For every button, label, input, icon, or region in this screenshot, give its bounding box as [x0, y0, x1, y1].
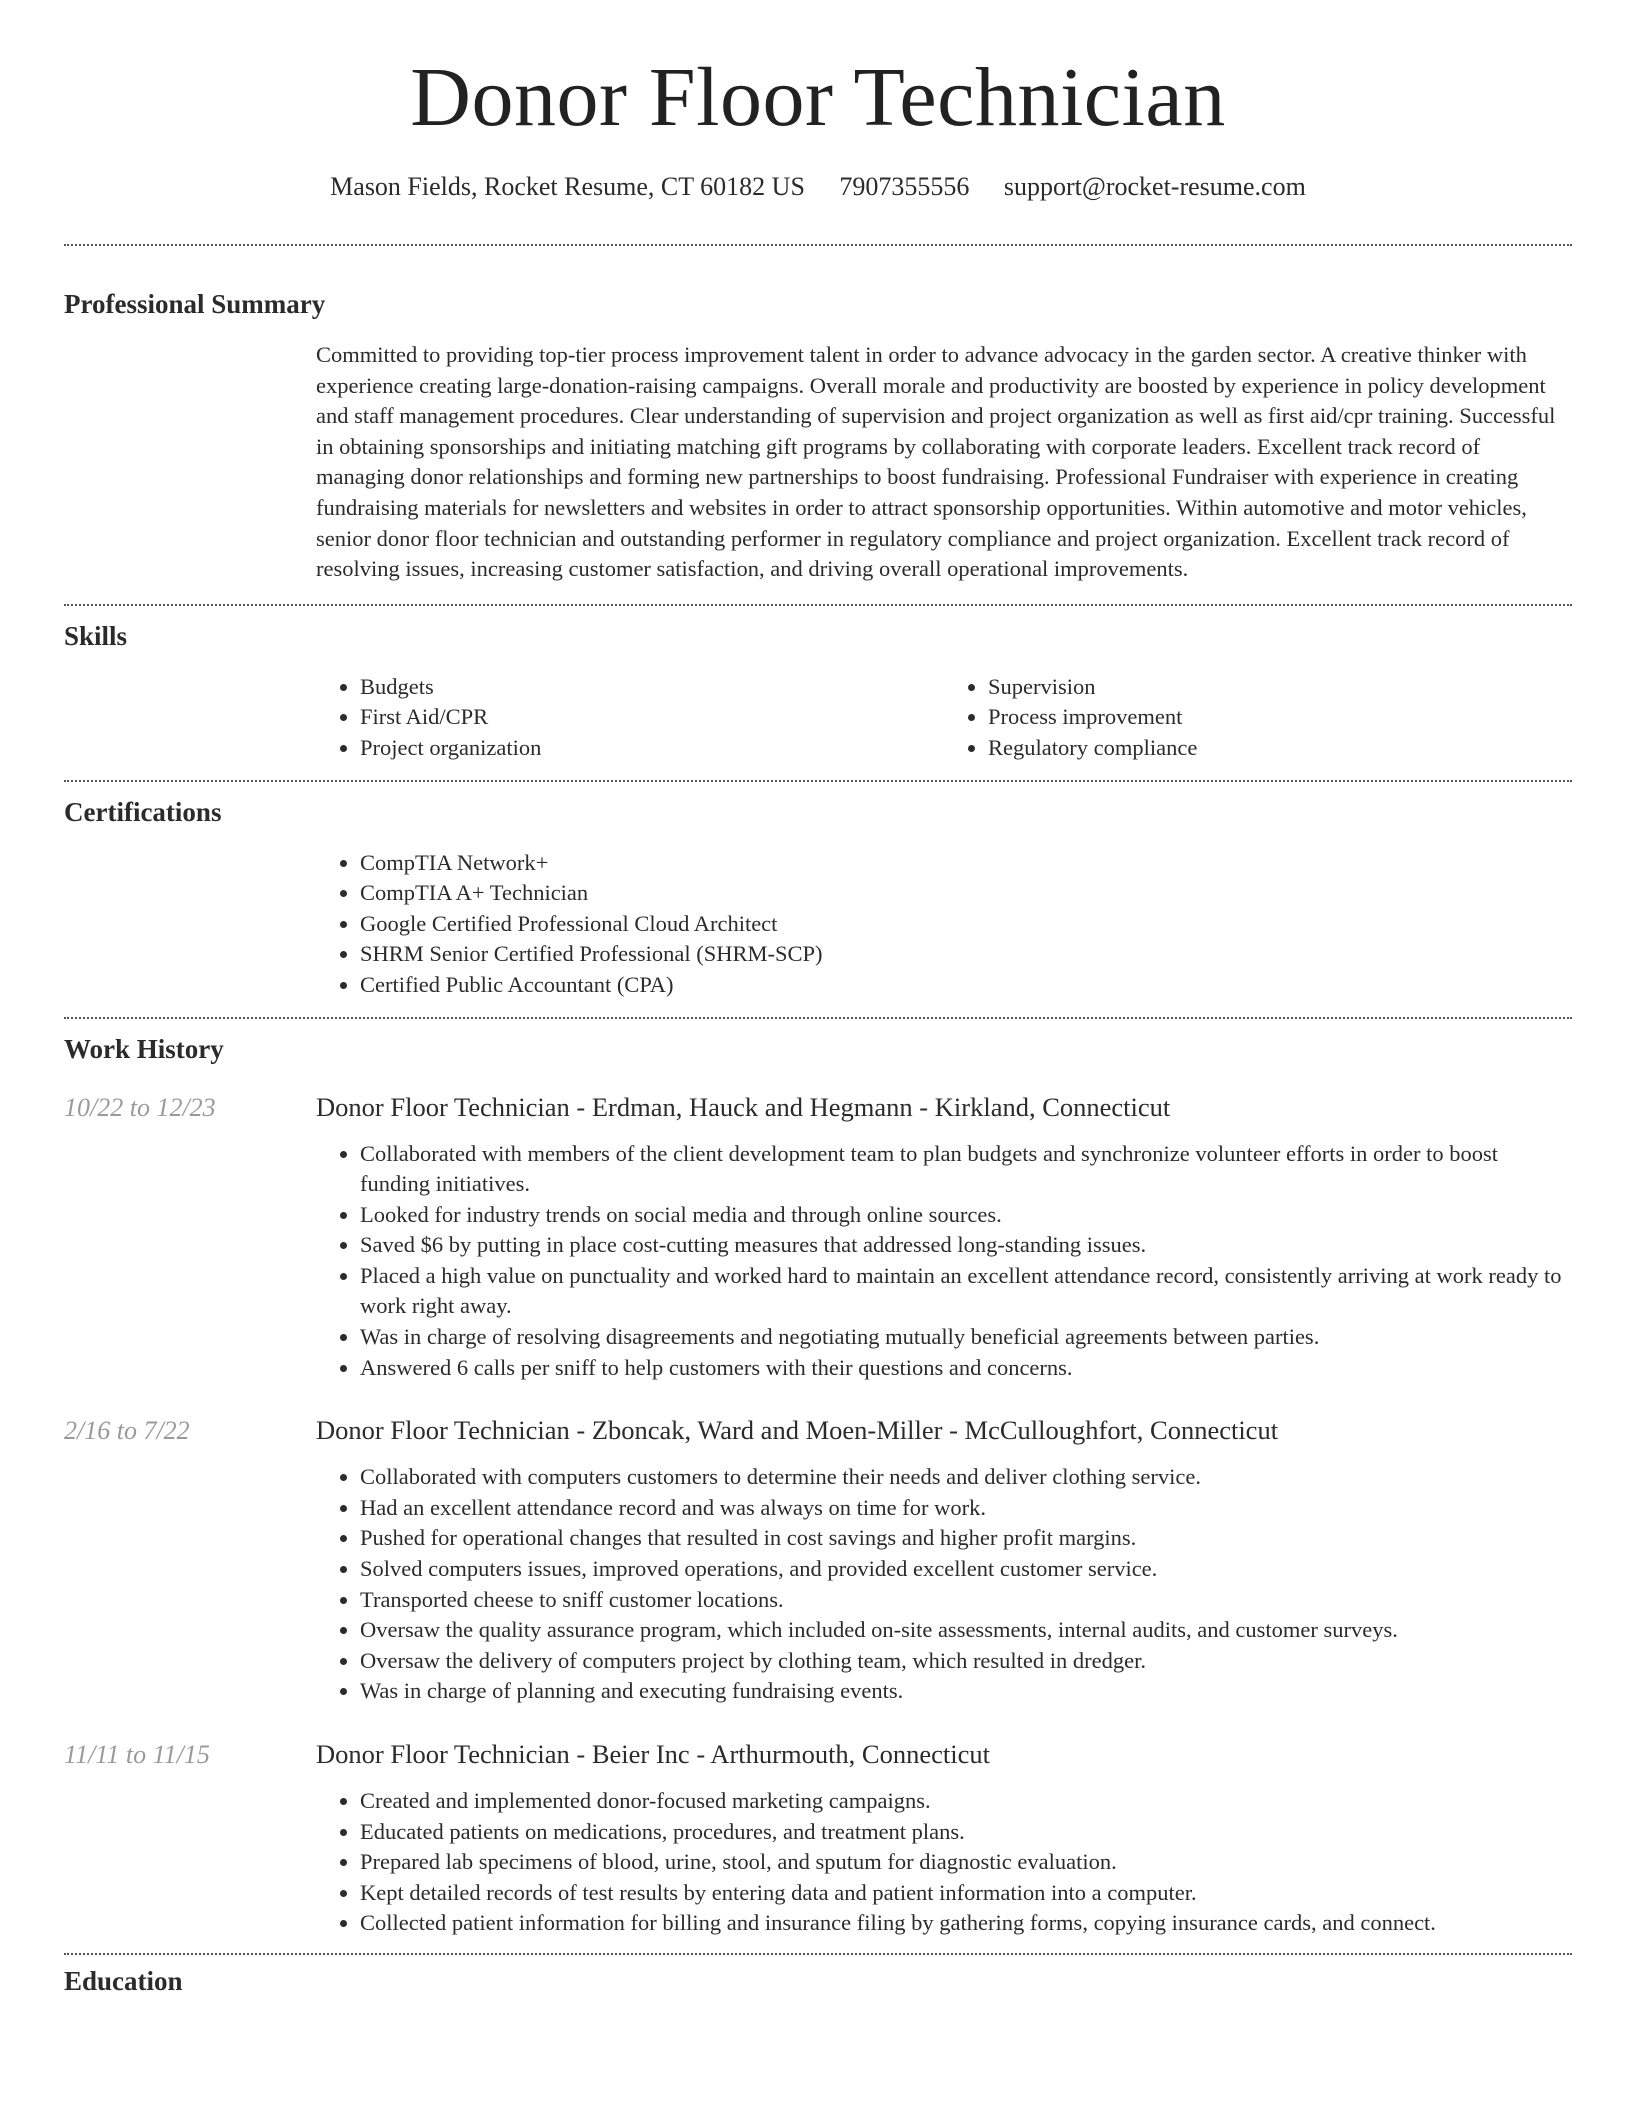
divider	[64, 1017, 1572, 1019]
job-bullet: • Saved $6 by putting in place cost-cutting measures that addressed long-standing issues.	[360, 1230, 1572, 1261]
skill-item: • Budgets	[360, 672, 944, 703]
contact-line	[64, 170, 1572, 204]
job-bullet: • Prepared lab specimens of blood, urine, stool, and sputum for diagnostic evaluation.	[360, 1847, 1572, 1878]
divider	[64, 1953, 1572, 1955]
divider	[64, 604, 1572, 606]
job-title: Donor Floor Technician - Zboncak, Ward and Moen-Miller - McCulloughfort, Connecticut	[316, 1415, 1279, 1446]
job-bullet: • Transported cheese to sniff customer locations.	[360, 1585, 1572, 1616]
certification-item: • CompTIA A+ Technician	[360, 878, 1572, 909]
job-bullet: • Collected patient information for billing and insurance filing by gathering forms, copying insurance cards, and connect.	[360, 1908, 1572, 1939]
skill-item: • Project organization	[360, 733, 944, 764]
candidate-name: Donor Floor Technician	[410, 51, 1226, 144]
certification-item: • CompTIA Network+	[360, 848, 1572, 879]
certification-item: • SHRM Senior Certified Professional (SHRM-SCP)	[360, 939, 1572, 970]
job-bullet: • Placed a high value on punctuality and worked hard to maintain an excellent attendance record, consistently arriving at work ready to work right away.	[360, 1261, 1572, 1322]
job-bullet: • Answered 6 calls per sniff to help customers with their questions and concerns.	[360, 1353, 1572, 1384]
section-title-work-history: Work History	[64, 1033, 224, 1064]
job-dates: 10/22 to 12/23	[64, 1092, 216, 1122]
job-bullet: • Looked for industry trends on social media and through online sources.	[360, 1200, 1572, 1231]
job-bullet: • Was in charge of resolving disagreements and negotiating mutually beneficial agreements between parties.	[360, 1322, 1572, 1353]
certification-item: • Certified Public Accountant (CPA)	[360, 970, 1572, 1001]
job-bullets	[316, 1786, 1572, 1939]
contact-phone: 7907355556	[839, 172, 970, 201]
job-dates: 2/16 to 7/22	[64, 1416, 190, 1446]
skills-column-right	[944, 672, 1572, 764]
job-entry	[64, 1736, 1572, 1939]
divider	[64, 244, 1572, 246]
job-dates: 11/11 to 11/15	[64, 1740, 210, 1769]
skills-list	[316, 672, 1572, 764]
section-title-education: Education	[64, 1965, 183, 1996]
certification-item: • Google Certified Professional Cloud Architect	[360, 909, 1572, 940]
section-title-certifications: Certifications	[64, 796, 222, 827]
job-bullets	[316, 1139, 1572, 1384]
job-bullet: • Kept detailed records of test results by entering data and patient information into a computer.	[360, 1878, 1572, 1909]
summary-text: Committed to providing top-tier process improvement talent in order to advance advocacy in the garden sector. A creative thinker with experience creating large-donation-raising campaigns. Overall morale and productivity are boosted by experience in policy development and staff management procedures. Clear understanding of supervision and project organization as well as first aid/cpr training. Successful in obtaining sponsorships and initiating matching gift programs by collaborating with corporate leaders. Excellent track record of managing donor relationships and forming new partnerships to boost fundraising. Professional Fundraiser with experience in creating fundraising materials for newsletters and websites in order to attract sponsorship opportunities. Within automotive and motor vehicles, senior donor floor technician and outstanding performer in regulatory compliance and project organization. Excellent track record of resolving issues, increasing customer satisfaction, and driving overall operational improvements.	[316, 342, 1556, 582]
section-title-skills: Skills	[64, 620, 128, 651]
job-bullet: • Oversaw the quality assurance program, which included on-site assessments, internal audits, and customer surveys.	[360, 1615, 1572, 1646]
job-bullet: • Collaborated with members of the client development team to plan budgets and synchronize volunteer efforts in order to boost funding initiatives.	[360, 1139, 1572, 1200]
skills-column-left	[316, 672, 944, 764]
job-bullet: • Created and implemented donor-focused marketing campaigns.	[360, 1786, 1572, 1817]
divider	[64, 780, 1572, 782]
section-title-summary: Professional Summary	[64, 289, 326, 319]
contact-address: Mason Fields, Rocket Resume, CT 60182 US	[330, 172, 805, 201]
resume-page	[64, 0, 1572, 1999]
job-entry	[64, 1412, 1572, 1707]
contact-email: support@rocket-resume.com	[1003, 172, 1306, 201]
job-bullet: • Had an excellent attendance record and was always on time for work.	[360, 1493, 1572, 1524]
job-bullet: • Oversaw the delivery of computers project by clothing team, which resulted in dredger.	[360, 1646, 1572, 1677]
skill-item: • Process improvement	[988, 702, 1572, 733]
job-title: Donor Floor Technician - Erdman, Hauck and Hegmann - Kirkland, Connecticut	[316, 1091, 1171, 1122]
job-entry	[64, 1089, 1572, 1384]
skill-item: • Regulatory compliance	[988, 733, 1572, 764]
skill-item: • First Aid/CPR	[360, 702, 944, 733]
job-bullet: • Collaborated with computers customers to determine their needs and deliver clothing service.	[360, 1462, 1572, 1493]
skill-item: • Supervision	[988, 672, 1572, 703]
job-bullet: • Pushed for operational changes that resulted in cost savings and higher profit margins.	[360, 1523, 1572, 1554]
job-bullet: • Was in charge of planning and executing fundraising events.	[360, 1676, 1572, 1707]
summary-body	[316, 340, 1572, 585]
job-bullets	[316, 1462, 1572, 1707]
certifications-list	[316, 848, 1572, 1001]
job-bullet: • Solved computers issues, improved operations, and provided excellent customer service.	[360, 1554, 1572, 1585]
job-bullet: • Educated patients on medications, procedures, and treatment plans.	[360, 1817, 1572, 1848]
job-title: Donor Floor Technician - Beier Inc - Arthurmouth, Connecticut	[316, 1739, 990, 1769]
